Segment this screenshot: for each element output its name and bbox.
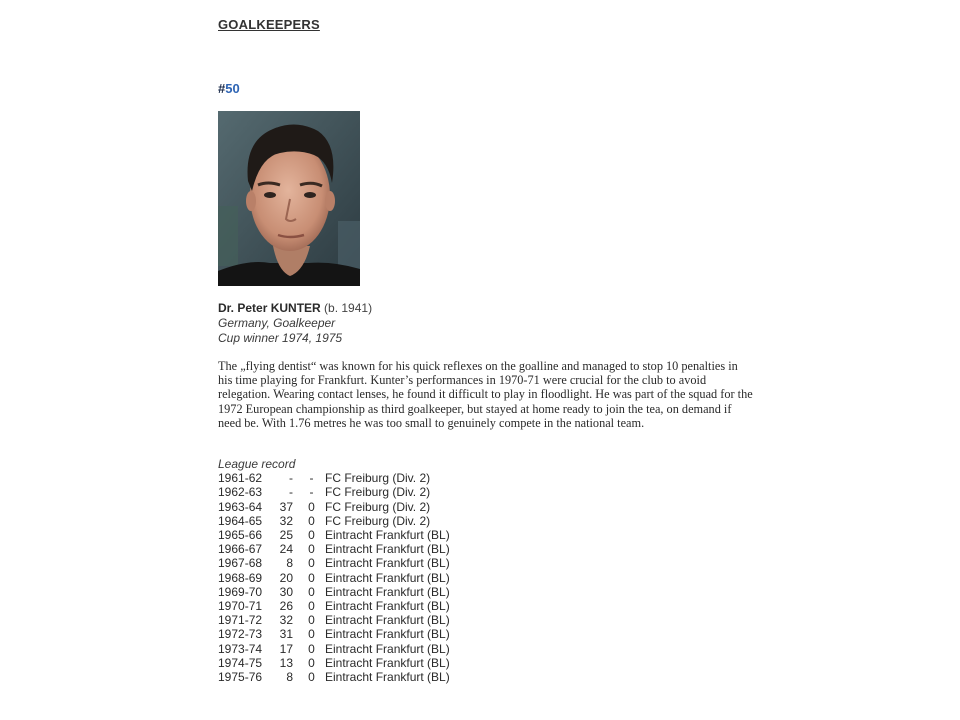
league-club-cell: Eintracht Frankfurt (BL): [325, 570, 450, 585]
table-row: [218, 542, 450, 556]
table-row: [218, 471, 450, 485]
league-season-cell: 1963-64: [218, 499, 263, 514]
league-goals-cell: 0: [308, 599, 315, 614]
player-biography: The „flying dentist“ was known for his quick reflexes on the goalline and managed to stop 10 penalties in his time playing for Frankfurt. Kunter’s performances in 1970-71 were crucial for the club to avoid relegation. Wearing contact lenses, he found it difficult to play in floodlight. He was part of the squad for the 1972 European championship as third goalkeeper, but stayed at home ready to join the tea, on demand if need be. With 1.76 metres he was too small to genuinely compete in the national team.: [218, 359, 753, 430]
league-club-cell: Eintracht Frankfurt (BL): [325, 584, 450, 599]
table-row: [218, 627, 450, 641]
player-photo: [218, 111, 360, 286]
league-goals-cell: -: [309, 471, 314, 486]
league-season-cell: 1964-65: [218, 513, 263, 528]
league-apps-cell: 25: [279, 528, 293, 543]
league-apps-cell: 32: [279, 513, 293, 528]
league-season-cell: 1968-69: [218, 570, 263, 585]
league-goals-cell: 0: [308, 556, 315, 571]
league-club-cell: Eintracht Frankfurt (BL): [325, 613, 450, 628]
league-season-cell: 1970-71: [218, 599, 263, 614]
section-title: GOALKEEPERS: [218, 17, 320, 32]
league-goals-cell: 0: [308, 513, 315, 528]
league-goals-cell: 0: [308, 528, 315, 543]
league-season-cell: 1966-67: [218, 542, 263, 557]
league-goals-cell: -: [309, 485, 314, 500]
league-club-cell: Eintracht Frankfurt (BL): [325, 655, 450, 670]
league-goals-cell: 0: [308, 542, 315, 557]
table-row: [218, 656, 450, 670]
table-row: [218, 528, 450, 542]
player-birth-year: (b. 1941): [324, 301, 373, 315]
player-honours: Cup winner 1974, 1975: [218, 331, 343, 345]
player-number-value: 50: [225, 81, 240, 96]
table-row: [218, 642, 450, 656]
league-apps-cell: 8: [286, 670, 293, 685]
league-season-cell: 1973-74: [218, 641, 263, 656]
league-goals-cell: 0: [308, 570, 315, 585]
table-row: [218, 485, 450, 499]
league-goals-cell: 0: [308, 641, 315, 656]
league-apps-cell: 30: [279, 584, 293, 599]
league-record-table: [218, 471, 450, 684]
league-apps-cell: 13: [279, 655, 293, 670]
league-club-cell: FC Freiburg (Div. 2): [325, 513, 431, 528]
league-apps-cell: -: [289, 471, 293, 486]
table-row: [218, 571, 450, 585]
league-season-cell: 1967-68: [218, 556, 263, 571]
league-club-cell: Eintracht Frankfurt (BL): [325, 670, 450, 685]
league-season-cell: 1971-72: [218, 613, 263, 628]
league-apps-cell: 24: [279, 542, 293, 557]
league-club-cell: FC Freiburg (Div. 2): [325, 485, 431, 500]
league-club-cell: Eintracht Frankfurt (BL): [325, 641, 450, 656]
league-apps-cell: 20: [279, 570, 293, 585]
player-number: [218, 81, 240, 96]
league-goals-cell: 0: [308, 499, 315, 514]
league-goals-cell: 0: [308, 627, 315, 642]
league-apps-cell: 8: [286, 556, 293, 571]
table-row: [218, 613, 450, 627]
table-row: [218, 556, 450, 570]
league-season-cell: 1972-73: [218, 627, 263, 642]
player-number-prefix: #: [218, 81, 226, 96]
league-club-cell: Eintracht Frankfurt (BL): [325, 542, 450, 557]
league-club-cell: Eintracht Frankfurt (BL): [325, 627, 450, 642]
league-record-caption: League record: [218, 457, 296, 471]
league-apps-cell: 31: [279, 627, 293, 642]
league-club-cell: Eintracht Frankfurt (BL): [325, 599, 450, 614]
table-row: [218, 585, 450, 599]
table-row: [218, 514, 450, 528]
player-name: Dr. Peter KUNTER: [218, 301, 321, 315]
league-season-cell: 1975-76: [218, 670, 263, 685]
league-apps-cell: -: [289, 485, 293, 500]
league-club-cell: FC Freiburg (Div. 2): [325, 471, 431, 486]
league-goals-cell: 0: [308, 655, 315, 670]
table-row: [218, 670, 450, 684]
league-club-cell: FC Freiburg (Div. 2): [325, 499, 431, 514]
league-club-cell: Eintracht Frankfurt (BL): [325, 528, 450, 543]
table-row: [218, 500, 450, 514]
league-goals-cell: 0: [308, 584, 315, 599]
league-club-cell: Eintracht Frankfurt (BL): [325, 556, 450, 571]
league-apps-cell: 37: [279, 499, 293, 514]
league-season-cell: 1965-66: [218, 528, 263, 543]
league-apps-cell: 17: [279, 641, 293, 656]
league-apps-cell: 26: [279, 599, 293, 614]
table-row: [218, 599, 450, 613]
league-goals-cell: 0: [308, 670, 315, 685]
league-goals-cell: 0: [308, 613, 315, 628]
league-record-rows: [218, 471, 450, 684]
league-record: [218, 457, 450, 684]
league-season-cell: 1961-62: [218, 471, 263, 486]
league-season-cell: 1974-75: [218, 655, 263, 670]
player-name-line: [218, 301, 372, 316]
player-nationality-position: Germany, Goalkeeper: [218, 316, 336, 330]
league-apps-cell: 32: [279, 613, 293, 628]
player-header: [218, 301, 372, 346]
league-season-cell: 1962-63: [218, 485, 263, 500]
league-season-cell: 1969-70: [218, 584, 263, 599]
